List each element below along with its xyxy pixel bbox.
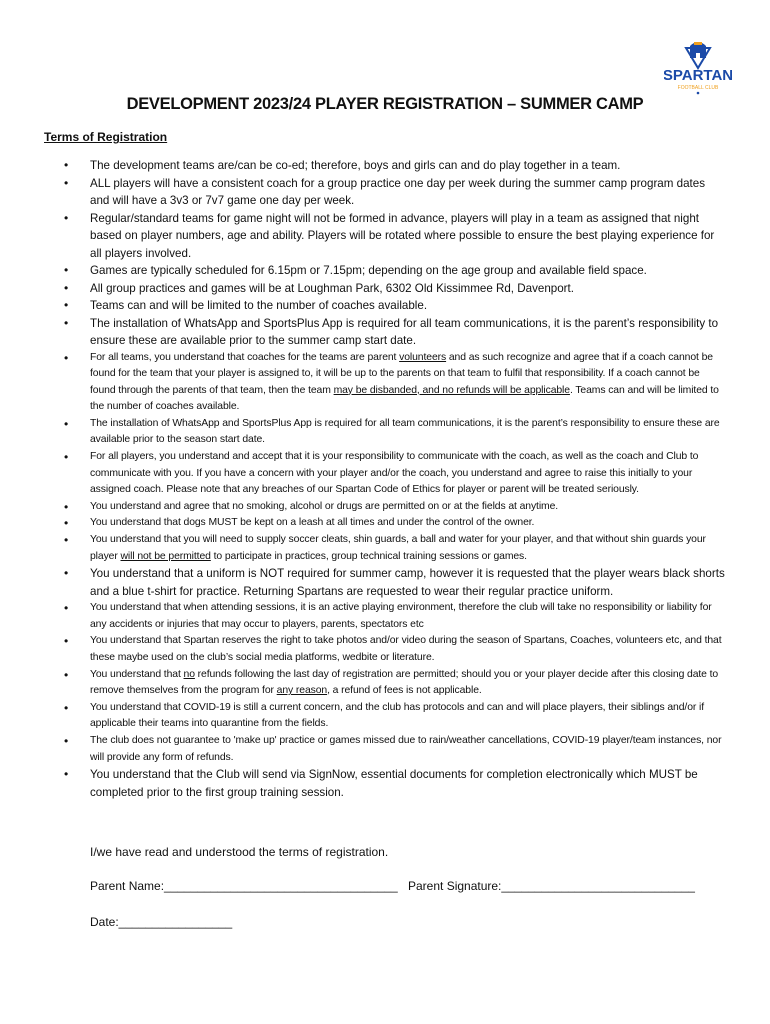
spartan-logo xyxy=(664,40,732,96)
list-item: • Games are typically scheduled for 6.15pm or 7.15pm; depending on the age group and available field space. xyxy=(90,262,726,280)
list-item: • The installation of WhatsApp and SportsPlus App is required for all team communications, it is the parent’s responsibility to ensure these are available prior to the season start date. xyxy=(90,416,726,449)
parent-signature-field[interactable]: Parent Signature:_____________________________ xyxy=(408,879,695,893)
list-item: • The development teams are/can be co-ed; therefore, boys and girls can and do play together in a team. xyxy=(90,157,726,175)
page-title: DEVELOPMENT 2023/24 PLAYER REGISTRATION – SUMMER CAMP xyxy=(126,95,644,113)
list-item: • You understand and agree that no smoking, alcohol or drugs are permitted on or at the fields at anytime. xyxy=(90,499,726,516)
list-item: • You understand that Spartan reserves the right to take photos and/or video during the season of Spartans, Coaches, volunteers etc, and that these maybe used on the club’s social media platforms, wedbite or literature. xyxy=(90,633,726,666)
list-item: • You understand that when attending sessions, it is an active playing environment, therefore the club will take no responsibility or liability for any accidents or injuries that may occur to players, parents, spectators etc xyxy=(90,600,726,633)
terms-heading: Terms of Registration xyxy=(44,130,168,144)
logo-text: SPARTAN xyxy=(664,67,732,84)
acknowledgement-text: I/we have read and understood the terms of registration. xyxy=(90,845,389,859)
logo-subtext: FOOTBALL CLUB xyxy=(677,85,719,91)
list-item: • You understand that dogs MUST be kept on a leash at all times and under the control of the owner. xyxy=(90,515,726,532)
list-item: • You understand that you will need to supply soccer cleats, shin guards, a ball and water for your player, and that without shin guards your player will not be permitted to participate in practices, group technical training sessions or games. xyxy=(90,532,726,565)
list-item: • The installation of WhatsApp and SportsPlus App is required for all team communications, it is the parent’s responsibility to ensure these are available prior to the summer camp start date. xyxy=(90,315,726,350)
list-item: • You understand that the Club will send via SignNow, essential documents for completion electronically which MUST be completed prior to the first group training session. xyxy=(90,766,726,801)
list-item: • The club does not guarantee to 'make up' practice or games missed due to rain/weather cancellations, COVID-19 player/team instances, nor will provide any form of refunds. xyxy=(90,733,726,766)
terms-list xyxy=(90,157,726,801)
list-item: • All group practices and games will be at Loughman Park, 6302 Old Kissimmee Rd, Davenport. xyxy=(90,280,726,298)
list-item: • Teams can and will be limited to the number of coaches available. xyxy=(90,297,726,315)
parent-name-field[interactable]: Parent Name:___________________________________ xyxy=(90,879,398,893)
list-item: • You understand that COVID-19 is still a current concern, and the club has protocols and can and will place players, their siblings and/or if applicable their teams into quarantine from the fields. xyxy=(90,700,726,733)
list-item: • For all teams, you understand that coaches for the teams are parent volunteers and as such recognize and agree that if a coach cannot be found for the team that your player is assigned to, it will be up to the parents on that team to fulfil that responsibility. If a coach cannot be found through the parents of that team, then the team may be disbanded, and no refunds will be applicable. Teams can and will be limited to the number of coaches available. xyxy=(90,350,726,416)
list-item: • You understand that a uniform is NOT required for summer camp, however it is requested that the player wears black shorts and a blue t-shirt for practice. Returning Spartans are requested to wear their regular practice uniform. xyxy=(90,565,726,600)
list-item: • Regular/standard teams for game night will not be formed in advance, players will play in a team as assigned that night based on player numbers, age and ability. Players will be rotated where possible to ensure the best playing experience for all players involved. xyxy=(90,210,726,263)
spartan-helmet-icon xyxy=(664,40,732,96)
date-field[interactable]: Date:_________________ xyxy=(90,915,233,929)
list-item: • ALL players will have a consistent coach for a group practice one day per week during the summer camp program dates and will have a 3v3 or 7v7 game one day per week. xyxy=(90,175,726,210)
list-item: • You understand that no refunds following the last day of registration are permitted; should you or your player decide after this closing date to remove themselves from the program for any reason, a refund of fees is not applicable. xyxy=(90,667,726,700)
list-item: • For all players, you understand and accept that it is your responsibility to communicate with the coach, as well as the coach and Club to communicate with you. If you have a concern with your player and/or the coach, you understand and agree to raise this initially to your assigned coach. Please note that any breaches of our Spartan Code of Ethics for player or parent will be treated seriously. xyxy=(90,449,726,499)
